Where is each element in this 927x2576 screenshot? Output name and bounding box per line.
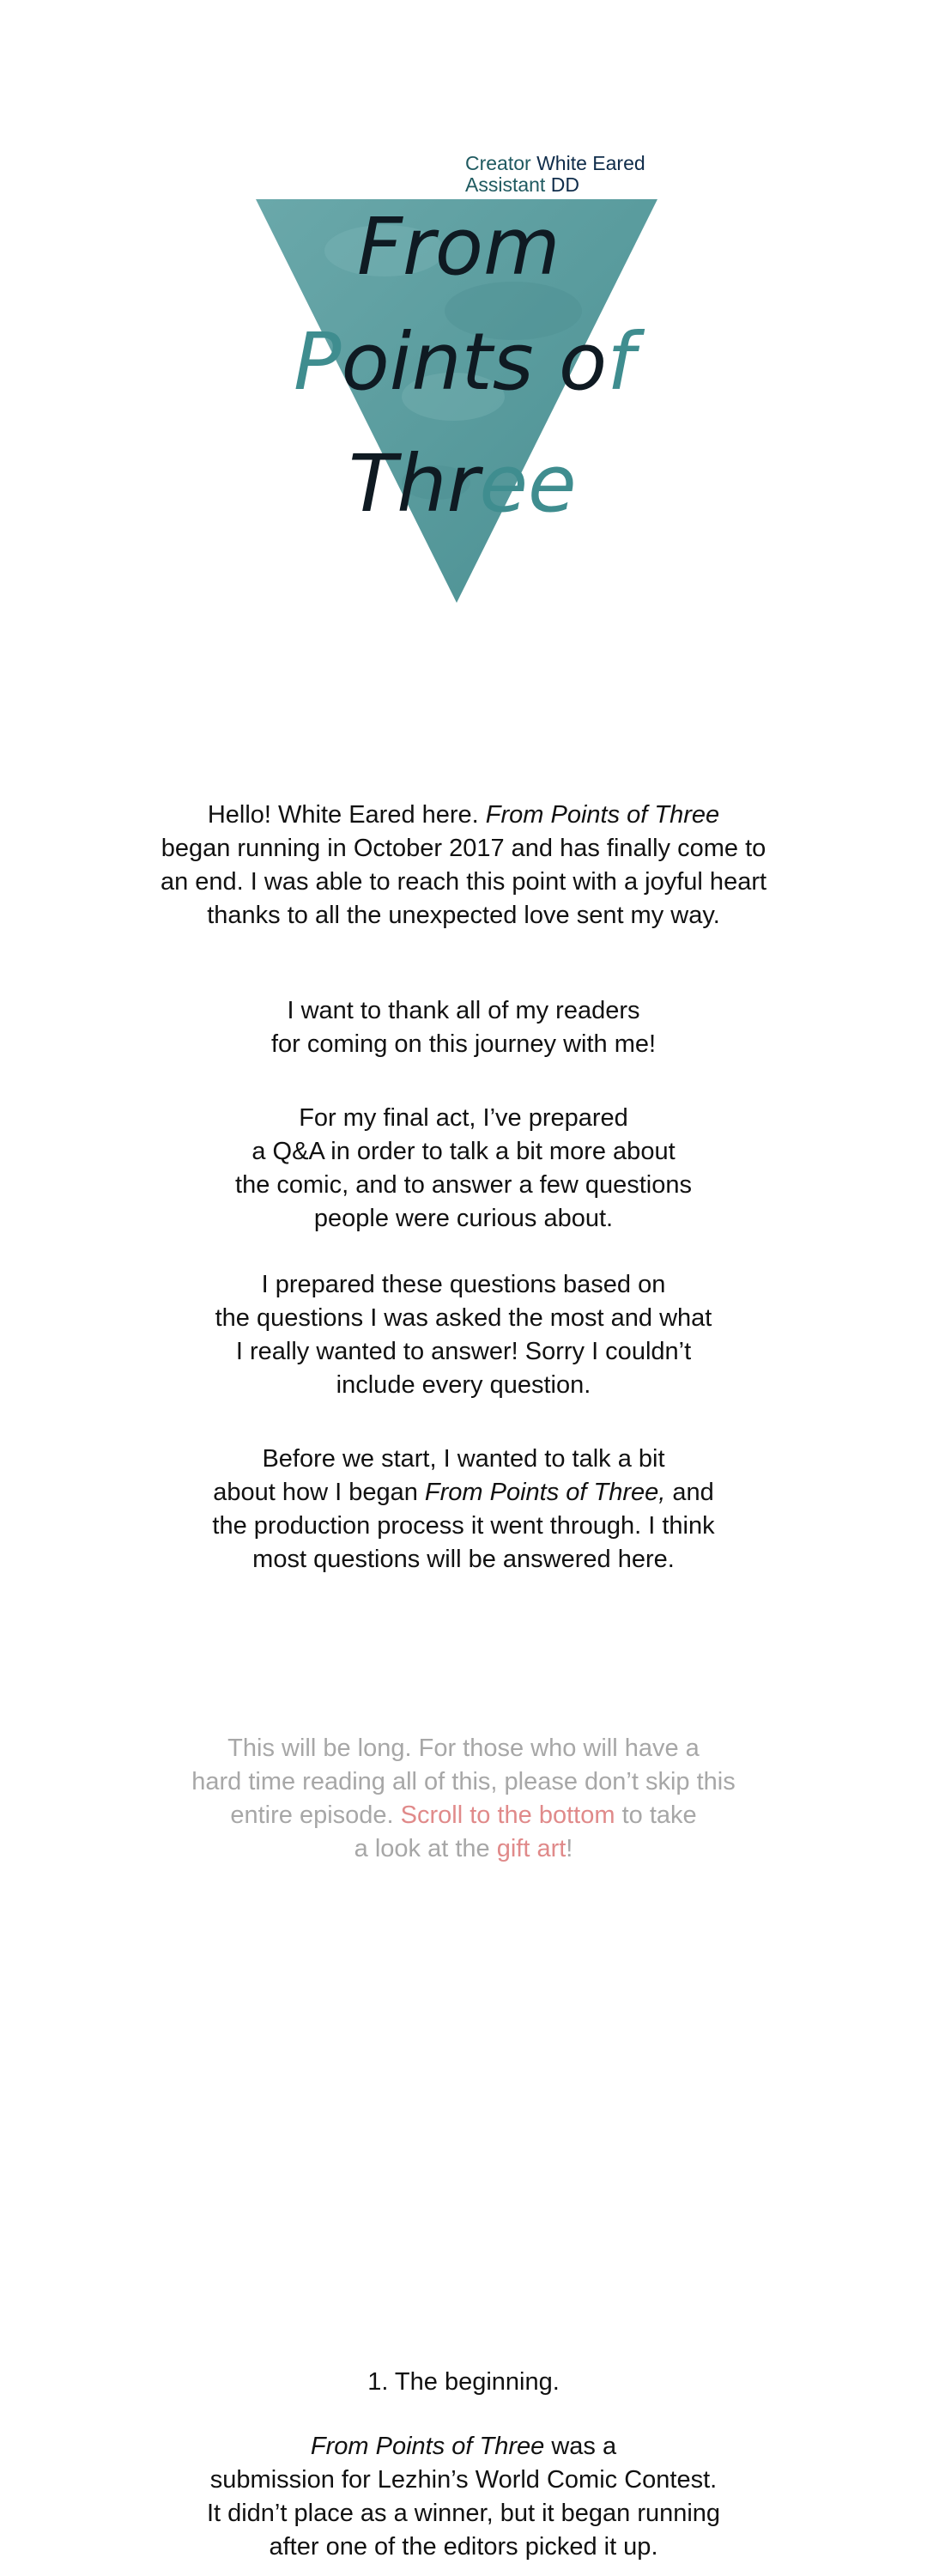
before-paragraph: Before we start, I wanted to talk a bit about how I began From Points of Three, and the production process it went through. I think most questions will be answered here.	[212, 1445, 715, 1573]
credits	[465, 153, 645, 196]
intro-paragraph: Hello! White Eared here. From Points of Three began running in October 2017 and has finally come to an end. I was able to reach this point with a joyful heart thanks to all the unexpected love sent my way.	[160, 801, 767, 929]
beginning-paragraph: From Points of Three was a submission for Lezhin’s World Comic Contest. It didn’t place as a winner, but it began running after one of the editors picked it up.	[206, 2433, 721, 2561]
title-points-of: Points of	[294, 316, 635, 408]
title-three: Three	[348, 438, 577, 530]
thanks-paragraph: I want to thank all of my readers for coming on this journey with me!	[270, 997, 657, 1058]
gift-art-link[interactable]: gift art	[496, 1835, 566, 1862]
title-logo	[256, 199, 657, 603]
skip-note: This will be long. For those who will have a hard time reading all of this, please don’t skip this entire episode. Scroll to the bottom to take a look at the gift art!	[191, 1735, 736, 1862]
prepared-paragraph: I prepared these questions based on the questions I was asked the most and what I really wanted to answer! Sorry I couldn’t include every question.	[215, 1271, 712, 1399]
creator-credit: Creator White Eared	[465, 152, 645, 174]
title-from: From	[357, 201, 560, 293]
assistant-credit: Assistant DD	[465, 173, 579, 196]
scroll-to-bottom-link[interactable]: Scroll to the bottom	[400, 1801, 615, 1829]
section-heading-beginning: 1. The beginning.	[367, 2368, 560, 2396]
final-act-paragraph: For my final act, I’ve prepared a Q&A in order to talk a bit more about the comic, and to answer a few questions people were curious about.	[235, 1104, 692, 1232]
